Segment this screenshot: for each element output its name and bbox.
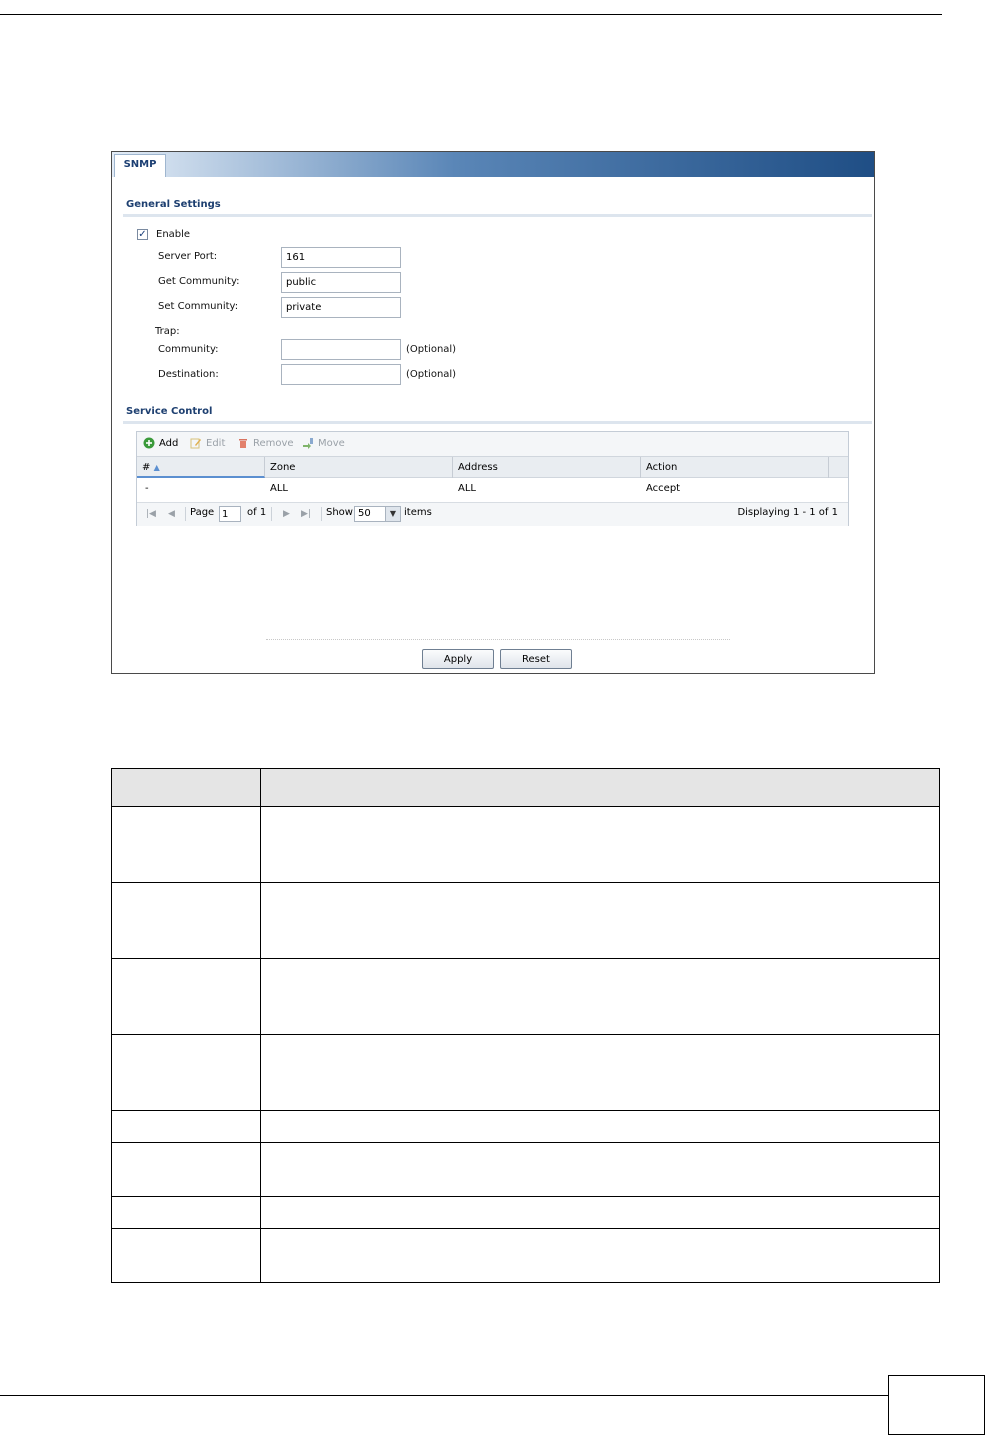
trap-destination-label: Destination: — [158, 369, 219, 380]
add-label: Add — [159, 437, 179, 449]
cell-action: Accept — [646, 483, 681, 494]
table-row — [112, 1035, 939, 1111]
table-header-row — [112, 769, 939, 807]
tab-bar — [112, 152, 874, 177]
page-number-box — [888, 1375, 985, 1435]
enable-label: Enable — [156, 229, 191, 240]
column-header-address[interactable]: Address — [453, 457, 641, 478]
server-port-input[interactable] — [281, 247, 401, 268]
sort-asc-icon: ▲ — [153, 463, 160, 472]
dropdown-arrow-icon: ▼ — [385, 507, 400, 521]
checkbox-check-icon: ✓ — [138, 229, 147, 240]
trap-community-optional: (Optional) — [406, 344, 457, 355]
description-table — [111, 768, 940, 1283]
edit-icon — [190, 437, 202, 449]
grid-header — [137, 456, 848, 478]
grid-toolbar — [137, 432, 848, 456]
first-page-icon[interactable]: |◀ — [146, 509, 156, 519]
move-button[interactable] — [302, 437, 345, 449]
trap-destination-input[interactable] — [281, 364, 401, 385]
header-rule — [0, 14, 942, 15]
displaying-status: Displaying 1 - 1 of 1 — [737, 507, 838, 518]
move-icon — [302, 437, 314, 449]
cell-zone: ALL — [270, 483, 288, 494]
reset-button[interactable]: Reset — [500, 649, 572, 669]
column-header-zone[interactable]: Zone — [265, 457, 453, 478]
service-control-grid — [136, 431, 849, 526]
last-page-icon[interactable]: ▶| — [301, 509, 311, 519]
table-column-divider — [260, 769, 261, 1282]
edit-button[interactable] — [190, 437, 225, 449]
add-button[interactable] — [143, 437, 178, 449]
pager-divider — [185, 507, 186, 521]
table-row — [112, 1229, 939, 1282]
next-page-icon[interactable]: ▶ — [283, 509, 290, 519]
tab-snmp[interactable]: SNMP — [114, 154, 166, 177]
trap-destination-optional: (Optional) — [406, 369, 457, 380]
table-row — [112, 1143, 939, 1197]
service-control-title: Service Control — [126, 406, 213, 417]
column-header-action[interactable]: Action — [641, 457, 829, 478]
table-row — [112, 883, 939, 959]
snmp-panel — [111, 151, 875, 674]
table-row — [112, 1111, 939, 1143]
button-divider — [266, 639, 730, 640]
server-port-label: Server Port: — [158, 251, 218, 262]
column-header-number[interactable]: # ▲ — [137, 457, 265, 478]
trap-community-label: Community: — [158, 344, 219, 355]
prev-page-icon[interactable]: ◀ — [168, 509, 175, 519]
set-community-label: Set Community: — [158, 301, 239, 312]
table-row — [112, 959, 939, 1035]
grid-pager — [137, 502, 848, 526]
add-icon — [143, 437, 155, 449]
pager-divider — [321, 507, 322, 521]
move-label: Move — [318, 437, 345, 449]
remove-icon — [237, 437, 249, 449]
cell-address: ALL — [458, 483, 476, 494]
table-row[interactable] — [137, 478, 848, 500]
table-row — [112, 807, 939, 883]
apply-button[interactable]: Apply — [422, 649, 494, 669]
trap-label: Trap: — [155, 326, 180, 337]
page-size-select[interactable]: 50 ▼ — [354, 506, 401, 522]
remove-button[interactable] — [237, 437, 294, 449]
table-row — [112, 1197, 939, 1229]
page-label: Page — [190, 507, 215, 518]
items-label: items — [404, 507, 432, 518]
enable-checkbox[interactable] — [137, 229, 148, 240]
edit-label: Edit — [206, 437, 226, 449]
pager-divider — [271, 507, 272, 521]
page-count-label: of 1 — [247, 507, 267, 518]
set-community-input[interactable] — [281, 297, 401, 318]
page-number-input[interactable] — [219, 506, 241, 522]
general-settings-title: General Settings — [126, 199, 221, 210]
footer-rule — [0, 1395, 888, 1396]
cell-number: - — [145, 483, 149, 494]
trap-community-input[interactable] — [281, 339, 401, 360]
service-control-divider — [123, 421, 872, 424]
get-community-input[interactable] — [281, 272, 401, 293]
general-settings-divider — [123, 214, 872, 217]
remove-label: Remove — [253, 437, 294, 449]
get-community-label: Get Community: — [158, 276, 240, 287]
show-label: Show — [326, 507, 353, 518]
